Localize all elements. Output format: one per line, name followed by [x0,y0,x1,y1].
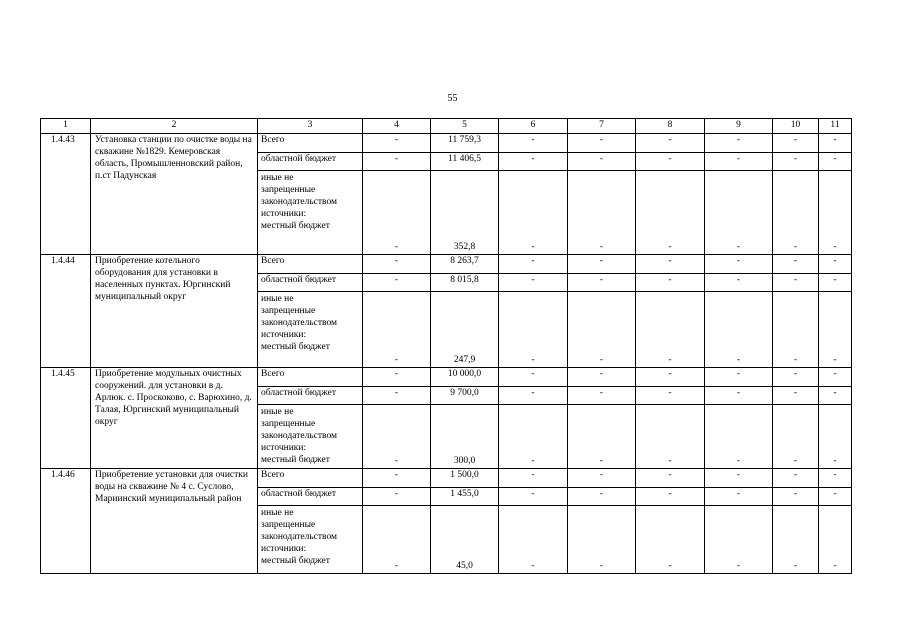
dash-cell: - [568,469,636,488]
dash-cell: - [499,255,568,274]
col-header: 1 [41,119,91,134]
dash-cell: - [499,488,568,506]
dash-cell: - [636,274,705,292]
dash-cell: - [499,405,568,469]
dash-cell: - [636,255,705,274]
item-name: Установка станции по очистке воды на скважине №1829. Кемеровская область, Промышленновский район, п.ст Падунская [91,134,258,255]
dash-cell: - [705,488,773,506]
col-header: 9 [705,119,773,134]
dash-cell: - [363,506,431,574]
local-value: 45,0 [431,506,499,574]
item-code: 1.4.43 [41,134,91,255]
dash-cell: - [499,387,568,405]
dash-cell: - [705,171,773,255]
source-other-label: иные не запрещенные законодательством источники: местный бюджет [258,292,363,368]
regional-value: 9 700,0 [431,387,499,405]
local-value: 300,0 [431,405,499,469]
col-header: 3 [258,119,363,134]
dash-cell: - [636,292,705,368]
dash-cell: - [705,274,773,292]
item-name: Приобретение установки для очистки воды на скважине № 4 с. Суслово, Мариинский муниципальный район [91,469,258,574]
dash-cell: - [773,153,819,171]
source-regional-label: областной бюджет [258,488,363,506]
dash-cell: - [773,274,819,292]
col-header: 4 [363,119,431,134]
source-regional-label: областной бюджет [258,153,363,171]
source-regional-label: областной бюджет [258,387,363,405]
dash-cell: - [568,488,636,506]
dash-cell: - [819,387,852,405]
dash-cell: - [363,469,431,488]
dash-cell: - [705,387,773,405]
col-header: 5 [431,119,499,134]
item-name: Приобретение котельного оборудования для установки в населенных пунктах. Юргинский муниципальный округ [91,255,258,368]
dash-cell: - [568,134,636,153]
dash-cell: - [363,171,431,255]
dash-cell: - [568,292,636,368]
dash-cell: - [636,368,705,387]
dash-cell: - [363,274,431,292]
dash-cell: - [773,368,819,387]
dash-cell: - [819,405,852,469]
dash-cell: - [705,134,773,153]
dash-cell: - [363,387,431,405]
dash-cell: - [636,405,705,469]
dash-cell: - [773,255,819,274]
item-code: 1.4.44 [41,255,91,368]
dash-cell: - [636,506,705,574]
item-code: 1.4.46 [41,469,91,574]
dash-cell: - [773,171,819,255]
table-row [41,368,852,387]
dash-cell: - [568,506,636,574]
dash-cell: - [499,506,568,574]
table-row [41,134,852,153]
regional-value: 8 015,8 [431,274,499,292]
dash-cell: - [819,368,852,387]
dash-cell: - [819,255,852,274]
dash-cell: - [568,274,636,292]
total-value: 8 263,7 [431,255,499,274]
dash-cell: - [636,134,705,153]
col-header: 11 [819,119,852,134]
page-number: 55 [447,93,458,104]
table-row [41,469,852,488]
dash-cell: - [568,255,636,274]
dash-cell: - [773,405,819,469]
table-row [41,255,852,274]
dash-cell: - [773,469,819,488]
dash-cell: - [773,292,819,368]
dash-cell: - [819,506,852,574]
dash-cell: - [568,387,636,405]
dash-cell: - [819,274,852,292]
dash-cell: - [773,506,819,574]
dash-cell: - [819,292,852,368]
dash-cell: - [499,469,568,488]
dash-cell: - [705,469,773,488]
dash-cell: - [705,405,773,469]
dash-cell: - [499,153,568,171]
dash-cell: - [705,506,773,574]
dash-cell: - [363,488,431,506]
local-value: 352,8 [431,171,499,255]
dash-cell: - [363,368,431,387]
source-other-label: иные не запрещенные законодательством источники: местный бюджет [258,506,363,574]
col-header: 6 [499,119,568,134]
source-total-label: Всего [258,134,363,153]
dash-cell: - [363,292,431,368]
dash-cell: - [819,153,852,171]
header-row [41,119,852,134]
regional-value: 11 406,5 [431,153,499,171]
budget-table [40,118,852,574]
source-other-label: иные не запрещенные законодательством источники: местный бюджет [258,171,363,255]
source-total-label: Всего [258,255,363,274]
dash-cell: - [568,153,636,171]
dash-cell: - [568,171,636,255]
dash-cell: - [568,405,636,469]
dash-cell: - [705,368,773,387]
total-value: 10 000,0 [431,368,499,387]
local-value: 247,9 [431,292,499,368]
dash-cell: - [363,405,431,469]
item-name: Приобретение модульных очистных сооружений. для установки в д. Арлюк. с. Проскоково, с. Варюхино, д. Талая, Юргинский муниципальный округ [91,368,258,469]
dash-cell: - [499,368,568,387]
col-header: 10 [773,119,819,134]
total-value: 11 759,3 [431,134,499,153]
dash-cell: - [819,469,852,488]
source-total-label: Всего [258,368,363,387]
dash-cell: - [636,387,705,405]
dash-cell: - [819,134,852,153]
regional-value: 1 455,0 [431,488,499,506]
dash-cell: - [773,134,819,153]
dash-cell: - [499,274,568,292]
dash-cell: - [636,469,705,488]
col-header: 2 [91,119,258,134]
dash-cell: - [363,153,431,171]
dash-cell: - [636,153,705,171]
dash-cell: - [636,488,705,506]
col-header: 8 [636,119,705,134]
dash-cell: - [773,488,819,506]
source-total-label: Всего [258,469,363,488]
dash-cell: - [363,255,431,274]
dash-cell: - [363,134,431,153]
dash-cell: - [705,153,773,171]
source-other-label: иные не запрещенные законодательством источники: местный бюджет [258,405,363,469]
dash-cell: - [773,387,819,405]
dash-cell: - [636,171,705,255]
dash-cell: - [705,255,773,274]
dash-cell: - [499,292,568,368]
dash-cell: - [705,292,773,368]
total-value: 1 500,0 [431,469,499,488]
dash-cell: - [819,171,852,255]
dash-cell: - [819,488,852,506]
dash-cell: - [499,171,568,255]
source-regional-label: областной бюджет [258,274,363,292]
col-header: 7 [568,119,636,134]
dash-cell: - [568,368,636,387]
dash-cell: - [499,134,568,153]
item-code: 1.4.45 [41,368,91,469]
